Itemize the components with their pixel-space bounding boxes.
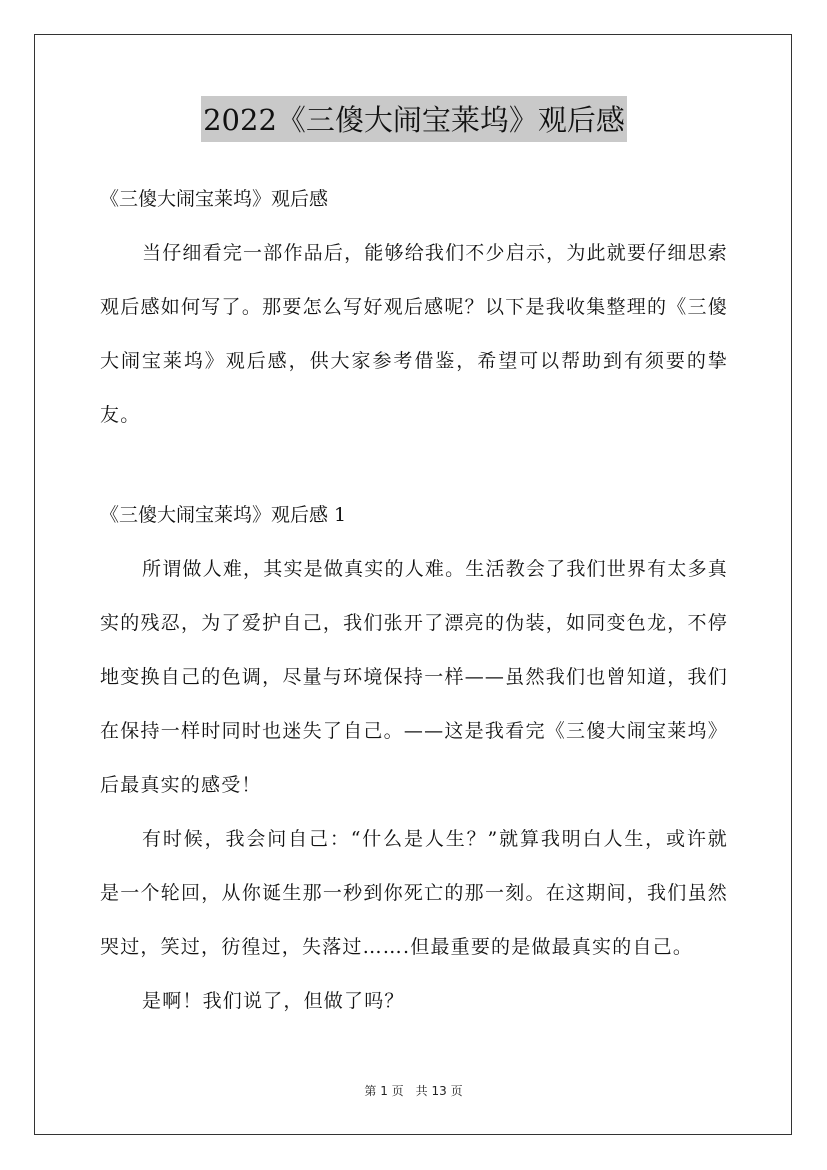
intro-paragraph: 当仔细看完一部作品后，能够给我们不少启示，为此就要仔细思索观后感如何写了。那要怎么写好观后感呢？以下是我收集整理的《三傻大闹宝莱坞》观后感，供大家参考借鉴，希望可以帮助到有须要的挚友。 xyxy=(100,242,728,426)
title-container xyxy=(100,96,728,142)
section-1-paragraph-3: 是啊！我们说了，但做了吗？ xyxy=(142,990,405,1012)
section-1-paragraph-2: 有时候，我会问自己：“什么是人生？”就算我明白人生，或许就是一个轮回，从你诞生那一秒到你死亡的那一刻。在这期间，我们虽然哭过，笑过，彷徨过，失落过…….但最重要的是做最真实的自己。 xyxy=(100,828,728,958)
section-1-paragraph-1: 所谓做人难，其实是做真实的人难。生活教会了我们世界有太多真实的残忍，为了爱护自己，我们张开了漂亮的伪装，如同变色龙，不停地变换自己的色调，尽量与环境保持一样——虽然我们也曾知道，我们在保持一样时同时也迷失了自己。——这是我看完《三傻大闹宝莱坞》后最真实的感受！ xyxy=(100,558,728,796)
document-body xyxy=(100,96,728,1028)
page-number-footer: 第 1 页 共 13 页 xyxy=(364,1084,463,1098)
section-1-heading: 《三傻大闹宝莱坞》观后感 1 xyxy=(100,504,347,526)
section-spacer xyxy=(100,442,728,488)
intro-heading: 《三傻大闹宝莱坞》观后感 xyxy=(100,188,329,210)
document-title: 2022《三傻大闹宝莱坞》观后感 xyxy=(201,96,627,142)
